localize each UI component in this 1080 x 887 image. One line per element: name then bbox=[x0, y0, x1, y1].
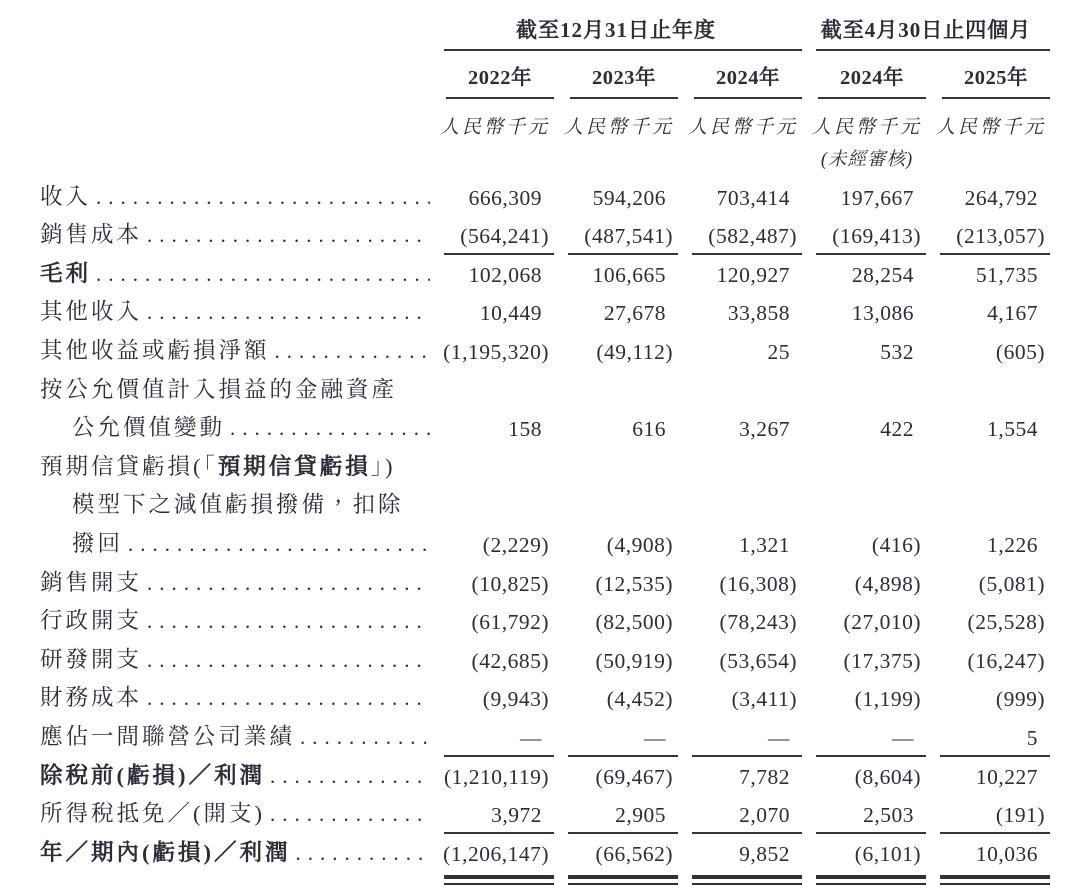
value-cell: 13,086 bbox=[851, 301, 914, 326]
value-cell: (78,243) bbox=[719, 610, 797, 635]
unit-label: 人民幣千元 bbox=[687, 117, 798, 138]
value-cell: 264,792 bbox=[964, 185, 1038, 210]
value-cell: (82,500) bbox=[595, 610, 673, 635]
value-cell bbox=[802, 519, 926, 524]
value-cell: (61,792) bbox=[471, 610, 549, 635]
row-label-text: 收入 bbox=[40, 183, 92, 209]
value-cell: (27,010) bbox=[843, 610, 921, 635]
value-cell: (5,081) bbox=[978, 571, 1045, 596]
unit-label: 人民幣千元 bbox=[563, 117, 674, 138]
value-cell: 703,414 bbox=[716, 185, 790, 210]
value-cell bbox=[926, 519, 1050, 524]
value-cell: (213,057) bbox=[926, 224, 1050, 254]
value-cell: (12,535) bbox=[595, 571, 673, 596]
dot-leader bbox=[291, 841, 431, 866]
value-cell: (66,562) bbox=[554, 842, 678, 872]
row-label-text: 銷售成本 bbox=[40, 222, 143, 248]
dot-leader bbox=[142, 571, 430, 596]
row-label-text: 其他收益或虧損淨額 bbox=[40, 337, 270, 363]
value-cell: 10,036 bbox=[926, 842, 1050, 872]
value-cell: (1,199) bbox=[854, 687, 921, 712]
value-cell bbox=[554, 481, 678, 486]
year-header-row bbox=[40, 60, 1080, 99]
value-cell bbox=[802, 481, 926, 486]
row-label bbox=[40, 796, 430, 833]
table-row bbox=[40, 640, 1080, 679]
value-cell: 5 bbox=[926, 726, 1050, 756]
column-group-year-ended bbox=[430, 14, 802, 51]
label-column-spacer bbox=[40, 145, 430, 169]
row-label bbox=[40, 603, 430, 640]
year-label: 2023年 bbox=[570, 60, 678, 99]
table-row bbox=[40, 254, 1080, 293]
value-cell: — bbox=[802, 726, 926, 756]
value-cell: — bbox=[430, 726, 554, 756]
value-cell bbox=[802, 404, 926, 409]
value-cell: 197,667 bbox=[840, 185, 914, 210]
value-cell: 4,167 bbox=[987, 301, 1038, 326]
row-label-text: 公允價值變動 bbox=[72, 415, 226, 441]
year-header-cell bbox=[430, 60, 554, 99]
value-cell: (487,541) bbox=[554, 224, 678, 254]
value-cell: 120,927 bbox=[716, 262, 790, 287]
value-cell: (4,452) bbox=[606, 687, 673, 712]
value-cell bbox=[678, 404, 802, 409]
value-cell: 594,206 bbox=[592, 185, 666, 210]
column-group-rule bbox=[816, 49, 1050, 51]
value-cell: (1,206,147) bbox=[430, 842, 554, 872]
table-row bbox=[40, 293, 1080, 332]
value-cell: (169,413) bbox=[802, 224, 926, 254]
note-cell bbox=[430, 145, 554, 169]
dot-leader bbox=[142, 686, 430, 711]
value-cell: (191) bbox=[926, 803, 1050, 833]
row-label-text: 研發開支 bbox=[40, 646, 143, 672]
value-cell: (10,825) bbox=[471, 571, 549, 596]
unit-header-cell bbox=[554, 112, 678, 139]
year-header-cell bbox=[678, 60, 802, 99]
column-group-header bbox=[40, 14, 1080, 51]
table-row bbox=[40, 602, 1080, 641]
table-row bbox=[40, 331, 1080, 370]
row-label bbox=[40, 256, 430, 293]
row-label-text: 財務成本 bbox=[40, 685, 143, 711]
dot-leader bbox=[265, 764, 430, 789]
dot-leader bbox=[225, 416, 430, 441]
dot-leader bbox=[265, 802, 430, 827]
unit-label: 人民幣千元 bbox=[811, 117, 922, 138]
value-cell: (4,908) bbox=[606, 532, 673, 557]
value-cell: (582,487) bbox=[678, 224, 802, 254]
value-cell: (4,898) bbox=[854, 571, 921, 596]
table-row bbox=[40, 717, 1080, 756]
value-cell bbox=[554, 404, 678, 409]
table-row bbox=[40, 216, 1080, 255]
year-label: 2024年 bbox=[694, 60, 802, 99]
dot-leader bbox=[142, 223, 430, 248]
row-label-text: 除稅前(虧損)／利潤 bbox=[40, 762, 265, 788]
column-group-rule bbox=[444, 49, 802, 51]
row-label bbox=[40, 642, 430, 679]
value-cell: — bbox=[554, 726, 678, 756]
value-cell: 1,321 bbox=[739, 532, 790, 557]
value-cell: (3,411) bbox=[731, 687, 797, 712]
row-label bbox=[40, 758, 430, 795]
value-cell: 106,665 bbox=[592, 262, 666, 287]
table-row bbox=[40, 756, 1080, 795]
value-cell: 532 bbox=[880, 339, 914, 364]
row-label-text: 撥回 bbox=[72, 530, 124, 556]
value-cell: 10,227 bbox=[975, 764, 1038, 789]
value-cell: 3,267 bbox=[739, 417, 790, 442]
value-cell: 158 bbox=[508, 417, 542, 442]
dot-leader bbox=[91, 262, 430, 287]
value-cell bbox=[678, 481, 802, 486]
row-label-segment: 」) bbox=[370, 453, 396, 479]
value-cell: (16,247) bbox=[967, 648, 1045, 673]
value-cell: (999) bbox=[995, 687, 1045, 712]
unit-header-row bbox=[40, 112, 1080, 139]
value-cell: 28,254 bbox=[851, 262, 914, 287]
value-cell: (25,528) bbox=[967, 610, 1045, 635]
row-label bbox=[40, 372, 430, 409]
value-cell: (605) bbox=[995, 339, 1045, 364]
value-cell bbox=[554, 519, 678, 524]
row-label-text: 其他收入 bbox=[40, 299, 143, 325]
row-label bbox=[40, 487, 430, 524]
unit-header-cell bbox=[802, 112, 926, 139]
value-cell: — bbox=[678, 726, 802, 756]
value-cell: 51,735 bbox=[975, 262, 1038, 287]
value-cell: (1,210,119) bbox=[443, 764, 549, 789]
year-header-cell bbox=[554, 60, 678, 99]
value-cell bbox=[926, 481, 1050, 486]
value-cell: 3,972 bbox=[430, 803, 554, 833]
value-cell: 25 bbox=[767, 339, 790, 364]
row-label bbox=[40, 410, 430, 447]
row-label bbox=[40, 565, 430, 602]
value-cell: 666,309 bbox=[468, 185, 542, 210]
value-cell: 33,858 bbox=[727, 301, 790, 326]
row-label-text: 應佔一間聯營公司業績 bbox=[40, 723, 296, 749]
row-label bbox=[40, 526, 430, 563]
dot-leader bbox=[142, 300, 430, 325]
value-cell: (50,919) bbox=[595, 648, 673, 673]
dot-leader bbox=[123, 532, 430, 557]
unit-label: 人民幣千元 bbox=[439, 117, 550, 138]
value-cell: (16,308) bbox=[719, 571, 797, 596]
row-label-text bbox=[40, 449, 396, 481]
table-body bbox=[40, 177, 1080, 872]
row-label-text: 模型下之減值虧損撥備，扣除 bbox=[72, 492, 404, 518]
row-label-text: 行政開支 bbox=[40, 608, 143, 634]
value-cell: 616 bbox=[632, 417, 666, 442]
label-column-spacer bbox=[40, 60, 430, 99]
value-cell: 9,852 bbox=[678, 842, 802, 872]
row-label-segment: 預期信貸虧損(「 bbox=[40, 453, 218, 479]
value-cell: (564,241) bbox=[430, 224, 554, 254]
unit-header-cell bbox=[678, 112, 802, 139]
label-column-spacer bbox=[40, 112, 430, 139]
dot-leader bbox=[295, 725, 430, 750]
column-group-title: 截至4月30日止四個月 bbox=[820, 18, 1032, 42]
row-label bbox=[40, 680, 430, 717]
table-row bbox=[40, 833, 1080, 872]
table-row bbox=[40, 447, 1080, 486]
note-cell bbox=[554, 145, 678, 169]
column-group-four-months bbox=[802, 14, 1050, 51]
value-cell bbox=[926, 404, 1050, 409]
table-row bbox=[40, 486, 1080, 525]
value-cell bbox=[678, 519, 802, 524]
dot-leader bbox=[142, 609, 430, 634]
row-label bbox=[40, 835, 430, 872]
note-cell bbox=[678, 145, 802, 169]
row-label bbox=[40, 449, 430, 486]
unit-label: 人民幣千元 bbox=[935, 117, 1046, 138]
row-label-text: 按公允價值計入損益的金融資產 bbox=[40, 376, 398, 402]
value-cell: (1,195,320) bbox=[443, 339, 549, 364]
value-cell: (8,604) bbox=[854, 764, 921, 789]
row-label bbox=[40, 719, 430, 756]
value-cell: (42,685) bbox=[471, 648, 549, 673]
value-cell: 2,905 bbox=[554, 803, 678, 833]
row-label bbox=[40, 217, 430, 254]
year-header-cell bbox=[802, 60, 926, 99]
row-label-segment: 預期信貸虧損 bbox=[217, 453, 371, 479]
row-label-text: 毛利 bbox=[40, 260, 92, 286]
year-header-cell bbox=[926, 60, 1050, 99]
table-row bbox=[40, 177, 1080, 216]
row-label bbox=[40, 179, 430, 216]
value-cell: (49,112) bbox=[596, 339, 673, 364]
note-cell bbox=[926, 145, 1050, 169]
row-label bbox=[40, 294, 430, 331]
dot-leader bbox=[91, 185, 430, 210]
value-cell: 102,068 bbox=[468, 262, 542, 287]
row-label-text: 年／期內(虧損)／利潤 bbox=[40, 839, 291, 865]
value-cell: 10,449 bbox=[479, 301, 542, 326]
table-row bbox=[40, 524, 1080, 563]
table-row bbox=[40, 563, 1080, 602]
row-label-text: 銷售開支 bbox=[40, 569, 143, 595]
table-row bbox=[40, 370, 1080, 409]
value-cell: (9,943) bbox=[482, 687, 549, 712]
year-label: 2025年 bbox=[942, 60, 1050, 99]
table-row bbox=[40, 795, 1080, 834]
value-cell: (53,654) bbox=[719, 648, 797, 673]
row-label bbox=[40, 333, 430, 370]
table-row bbox=[40, 409, 1080, 448]
value-cell: (416) bbox=[871, 532, 921, 557]
unit-header-cell bbox=[926, 112, 1050, 139]
column-group-title: 截至12月31日止年度 bbox=[516, 18, 716, 42]
value-cell: 2,503 bbox=[802, 803, 926, 833]
value-cell bbox=[430, 404, 554, 409]
unaudited-note-row bbox=[40, 145, 1080, 169]
value-cell: (17,375) bbox=[843, 648, 921, 673]
value-cell: 1,554 bbox=[987, 417, 1038, 442]
value-cell: 1,226 bbox=[987, 532, 1038, 557]
value-cell: (2,229) bbox=[482, 532, 549, 557]
row-label-text: 所得稅抵免／(開支) bbox=[40, 801, 265, 827]
value-cell bbox=[430, 481, 554, 486]
note-cell bbox=[802, 145, 926, 169]
value-cell: 7,782 bbox=[739, 764, 790, 789]
label-column-spacer bbox=[40, 14, 430, 51]
value-cell bbox=[430, 519, 554, 524]
year-label: 2022年 bbox=[446, 60, 554, 99]
value-cell: 27,678 bbox=[603, 301, 666, 326]
dot-leader bbox=[142, 648, 430, 673]
value-cell: (6,101) bbox=[802, 842, 926, 872]
table-row bbox=[40, 679, 1080, 718]
value-cell: 2,070 bbox=[678, 803, 802, 833]
unaudited-note: (未經審核) bbox=[820, 150, 914, 170]
dot-leader bbox=[270, 339, 430, 364]
unit-header-cell bbox=[430, 112, 554, 139]
year-label: 2024年 bbox=[818, 60, 926, 99]
value-cell: 422 bbox=[880, 417, 914, 442]
value-cell: (69,467) bbox=[595, 764, 673, 789]
